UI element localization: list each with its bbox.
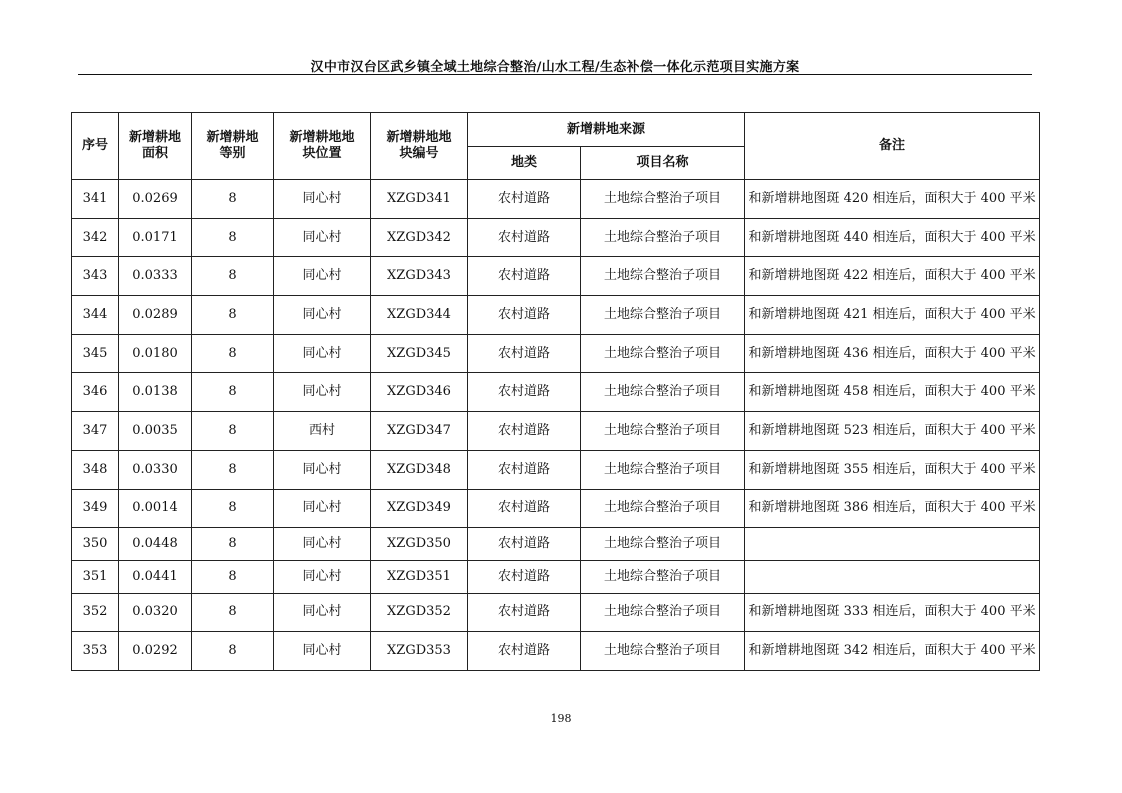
cell-land-type: 农村道路: [468, 632, 581, 671]
cell-seq: 342: [72, 218, 119, 257]
cell-seq: 350: [72, 528, 119, 561]
cell-grade: 8: [192, 257, 274, 296]
cell-project: 土地综合整治子项目: [581, 489, 745, 528]
cell-land-type: 农村道路: [468, 257, 581, 296]
table-row: [72, 334, 1040, 373]
header-code-text: 新增耕地地块编号: [386, 130, 452, 161]
cell-seq: 347: [72, 412, 119, 451]
cell-project: 土地综合整治子项目: [581, 218, 745, 257]
cell-grade: 8: [192, 560, 274, 593]
cell-grade: 8: [192, 450, 274, 489]
cell-land-type: 农村道路: [468, 489, 581, 528]
cell-location: 同心村: [274, 180, 371, 219]
cell-code: XZGD347: [371, 412, 468, 451]
cell-area: 0.0292: [119, 632, 192, 671]
cell-remark: [745, 528, 1040, 561]
cell-area: 0.0333: [119, 257, 192, 296]
cell-grade: 8: [192, 412, 274, 451]
cell-location: 同心村: [274, 560, 371, 593]
cell-location: 同心村: [274, 296, 371, 335]
cell-project: 土地综合整治子项目: [581, 296, 745, 335]
cell-remark: 和新增耕地图斑 422 相连后，面积大于 400 平米: [745, 257, 1040, 296]
header-land-type: 地类: [468, 147, 581, 180]
cell-seq: 349: [72, 489, 119, 528]
page-number: 198: [550, 712, 572, 725]
cell-seq: 351: [72, 560, 119, 593]
cell-code: XZGD353: [371, 632, 468, 671]
document-header-title: 汉中市汉台区武乡镇全域土地综合整治/山水工程/生态补偿一体化示范项目实施方案: [310, 60, 800, 75]
cell-project: 土地综合整治子项目: [581, 373, 745, 412]
cell-area: 0.0448: [119, 528, 192, 561]
cell-land-type: 农村道路: [468, 412, 581, 451]
header-grade: [192, 113, 274, 180]
cell-project: 土地综合整治子项目: [581, 257, 745, 296]
cell-project: 土地综合整治子项目: [581, 593, 745, 632]
cell-area: 0.0180: [119, 334, 192, 373]
header-code: [371, 113, 468, 180]
cell-land-type: 农村道路: [468, 528, 581, 561]
table-row: [72, 560, 1040, 593]
cell-project: 土地综合整治子项目: [581, 412, 745, 451]
cell-grade: 8: [192, 528, 274, 561]
cell-project: 土地综合整治子项目: [581, 632, 745, 671]
table-row: [72, 593, 1040, 632]
cell-code: XZGD352: [371, 593, 468, 632]
cell-land-type: 农村道路: [468, 218, 581, 257]
header-grade-text: 新增耕地等别: [206, 130, 259, 161]
cell-grade: 8: [192, 489, 274, 528]
cell-area: 0.0138: [119, 373, 192, 412]
cell-code: XZGD343: [371, 257, 468, 296]
table-row: [72, 218, 1040, 257]
cell-location: 同心村: [274, 528, 371, 561]
cell-seq: 348: [72, 450, 119, 489]
table-row: [72, 528, 1040, 561]
cell-code: XZGD341: [371, 180, 468, 219]
cell-seq: 343: [72, 257, 119, 296]
table-body: [72, 180, 1040, 671]
cell-location: 同心村: [274, 373, 371, 412]
cell-code: XZGD346: [371, 373, 468, 412]
header-location: [274, 113, 371, 180]
table-row: [72, 257, 1040, 296]
header-area: [119, 113, 192, 180]
cell-seq: 353: [72, 632, 119, 671]
cell-location: 同心村: [274, 450, 371, 489]
cell-project: 土地综合整治子项目: [581, 450, 745, 489]
header-project-name: 项目名称: [581, 147, 745, 180]
cell-code: XZGD344: [371, 296, 468, 335]
cell-remark: 和新增耕地图斑 440 相连后，面积大于 400 平米: [745, 218, 1040, 257]
cell-code: XZGD349: [371, 489, 468, 528]
cell-land-type: 农村道路: [468, 296, 581, 335]
cell-project: 土地综合整治子项目: [581, 560, 745, 593]
cell-location: 同心村: [274, 593, 371, 632]
cell-land-type: 农村道路: [468, 373, 581, 412]
cell-project: 土地综合整治子项目: [581, 528, 745, 561]
cell-remark: 和新增耕地图斑 342 相连后，面积大于 400 平米: [745, 632, 1040, 671]
cell-grade: 8: [192, 632, 274, 671]
table-row: [72, 412, 1040, 451]
cell-land-type: 农村道路: [468, 180, 581, 219]
cell-remark: [745, 560, 1040, 593]
cell-grade: 8: [192, 296, 274, 335]
header-divider: [78, 74, 1032, 75]
cell-grade: 8: [192, 180, 274, 219]
cell-remark: 和新增耕地图斑 523 相连后，面积大于 400 平米: [745, 412, 1040, 451]
cell-remark: 和新增耕地图斑 458 相连后，面积大于 400 平米: [745, 373, 1040, 412]
cell-location: 同心村: [274, 218, 371, 257]
cell-area: 0.0320: [119, 593, 192, 632]
table-row: [72, 450, 1040, 489]
header-location-text: 新增耕地地块位置: [289, 130, 355, 161]
cell-code: XZGD351: [371, 560, 468, 593]
cell-grade: 8: [192, 373, 274, 412]
cell-grade: 8: [192, 593, 274, 632]
table-row: [72, 489, 1040, 528]
cell-land-type: 农村道路: [468, 560, 581, 593]
cell-remark: 和新增耕地图斑 421 相连后，面积大于 400 平米: [745, 296, 1040, 335]
cell-remark: 和新增耕地图斑 386 相连后，面积大于 400 平米: [745, 489, 1040, 528]
cell-land-type: 农村道路: [468, 334, 581, 373]
cell-land-type: 农村道路: [468, 450, 581, 489]
cell-location: 同心村: [274, 257, 371, 296]
cell-project: 土地综合整治子项目: [581, 334, 745, 373]
cell-code: XZGD342: [371, 218, 468, 257]
new-farmland-table: [71, 112, 1040, 671]
cell-code: XZGD348: [371, 450, 468, 489]
cell-remark: 和新增耕地图斑 333 相连后，面积大于 400 平米: [745, 593, 1040, 632]
cell-location: 同心村: [274, 489, 371, 528]
cell-location: 同心村: [274, 334, 371, 373]
cell-area: 0.0014: [119, 489, 192, 528]
header-remark: 备注: [745, 113, 1040, 180]
table-row: [72, 180, 1040, 219]
cell-seq: 345: [72, 334, 119, 373]
cell-seq: 352: [72, 593, 119, 632]
cell-code: XZGD345: [371, 334, 468, 373]
cell-grade: 8: [192, 218, 274, 257]
cell-area: 0.0441: [119, 560, 192, 593]
cell-seq: 346: [72, 373, 119, 412]
header-source: 新增耕地来源: [468, 113, 745, 147]
cell-area: 0.0171: [119, 218, 192, 257]
table-row: [72, 373, 1040, 412]
header-area-text: 新增耕地面积: [129, 130, 182, 161]
cell-location: 同心村: [274, 632, 371, 671]
cell-grade: 8: [192, 334, 274, 373]
table-row: [72, 632, 1040, 671]
cell-remark: 和新增耕地图斑 436 相连后，面积大于 400 平米: [745, 334, 1040, 373]
cell-area: 0.0035: [119, 412, 192, 451]
cell-area: 0.0289: [119, 296, 192, 335]
cell-project: 土地综合整治子项目: [581, 180, 745, 219]
cell-seq: 344: [72, 296, 119, 335]
cell-area: 0.0269: [119, 180, 192, 219]
table-row: [72, 296, 1040, 335]
cell-remark: 和新增耕地图斑 355 相连后，面积大于 400 平米: [745, 450, 1040, 489]
header-seq: 序号: [72, 113, 119, 180]
cell-land-type: 农村道路: [468, 593, 581, 632]
cell-area: 0.0330: [119, 450, 192, 489]
cell-code: XZGD350: [371, 528, 468, 561]
cell-remark: 和新增耕地图斑 420 相连后，面积大于 400 平米: [745, 180, 1040, 219]
cell-seq: 341: [72, 180, 119, 219]
cell-location: 西村: [274, 412, 371, 451]
